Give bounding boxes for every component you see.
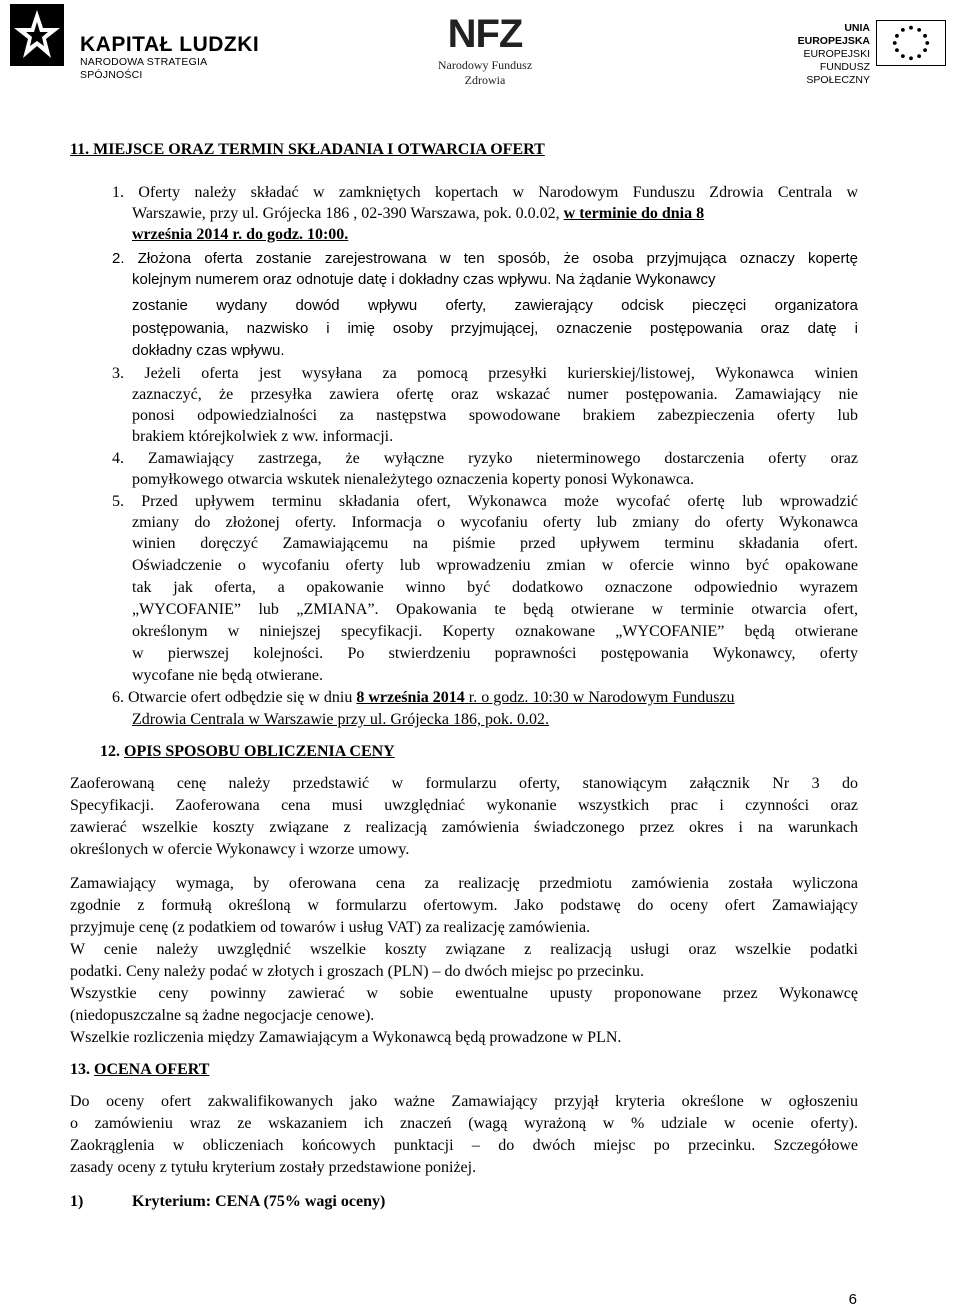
eu-line3: FUNDUSZ SPOŁECZNY (806, 61, 870, 86)
s13-p-l4: zasady oceny z tytułu kryterium zostały przedstawione poniżej. (70, 1159, 477, 1176)
eu-line2: EUROPEJSKI (803, 48, 870, 60)
s12-pb-l6: Wszystkie ceny powinny zawierać w sobie ewentualne upusty proponowane przez Wykonawcę (70, 985, 858, 1002)
s11-p5-l4: Oświadczenie o wycofaniu oferty lub wprowadzeniu zmian w ofercie winno być opakowane (132, 557, 858, 574)
s11-p6-l1 (112, 687, 735, 708)
section-11-heading: 11. MIEJSCE ORAZ TERMIN SKŁADANIA I OTWARCIA OFERT (70, 141, 545, 158)
s13-p-l1: Do oceny ofert zakwalifikowanych jako ważne Zamawiający przyjął kryteria określone w ogłoszeniu (70, 1093, 858, 1110)
s11-p5-l1: 5. Przed upływem terminu składania ofert, Wykonawca może wycofać ofertę lub wprowadzić (112, 493, 858, 510)
s11-p1-l2 (132, 203, 704, 224)
s11-p6-l2: Zdrowia Centrala w Warszawie przy ul. Grójecka 186, pok. 0.02. (132, 711, 549, 728)
s12-pb-l4: W cenie należy uwzględnić wszelkie koszty związane z realizacją usługi oraz wszelkie podatki (70, 941, 858, 958)
s11-p5-l8: w pierwszej kolejności. Po stwierdzeniu poprawności postępowania Wykonawcy, oferty (132, 645, 858, 662)
s12-pb-l3: przyjmuje cenę (z podatkiem od towarów i usług VAT) za realizację zamówienia. (70, 919, 591, 936)
s12-pb-l2: zgodnie z formułą określoną w formularzu ofertowym. Jako podstawę do oceny ofert Zamawiający (70, 897, 858, 914)
s12-pb-l5: podatki. Ceny należy podać w złotych i groszach (PLN) – do dwóch miejsc po przecinku. (70, 963, 645, 980)
s11-p1-deadline-a: w terminie do dnia 8 (563, 205, 705, 222)
s12-pa-l4: określonych w ofercie Wykonawcy i wzorze umowy. (70, 841, 410, 858)
kapital-ludzki-subtitle: NARODOWA STRATEGIA SPÓJNOŚCI (80, 56, 207, 81)
s12-pa-l1: Zaoferowaną cenę należy przedstawić w formularzu oferty, stanowiącym załącznik Nr 3 do (70, 775, 858, 792)
s11-p4-l1: 4. Zamawiający zastrzega, że wyłączne ryzyko nieterminowego dostarczenia oferty oraz (112, 450, 858, 467)
s11-p2-l2b: Na żądanie Wykonawcy (551, 271, 716, 288)
s12-pa-l2: Specyfikacji. Zaoferowana cena musi uwzględniać wykonanie wszystkich prac i czynności oraz (70, 797, 858, 814)
s11-p1-deadline-b: września 2014 r. do godz. 10:00. (132, 226, 349, 243)
section-13-number: 13. (70, 1061, 94, 1078)
s11-p5-l2: zmiany do złożonej oferty. Informacja o wycofaniu oferty lub zmiany do oferty Wykonawca (132, 514, 858, 531)
s11-p6-l1a: 6. Otwarcie ofert odbędzie się w dniu (112, 689, 357, 706)
criterion-title: Kryterium: CENA (75% wagi oceny) (132, 1193, 386, 1210)
kapital-ludzki-title: KAPITAŁ LUDZKI (80, 33, 260, 56)
s11-p5-l5: tak jak oferta, a opakowanie winno być dodatkowo oznaczone odpowiednio wyrazem (132, 579, 858, 596)
s11-p5-l7: określonym w niniejszej specyfikacji. Koperty oznakowane „WYCOFANIE” będą otwierane (132, 623, 858, 640)
nfz-subtitle: Narodowy Fundusz Zdrowia (437, 58, 533, 87)
s13-p-l2: o zamówieniu wraz ze wskazaniem ich znaczeń (wagą wyrażoną w % udziale w ocenie oferty). (70, 1115, 858, 1132)
s11-p6-date: 8 września 2014 (356, 689, 465, 706)
section-12-number: 12. (100, 743, 124, 760)
s11-p1-l2a: Warszawie, przy ul. Grójecka 186 , 02-390 Warszawa, pok. 0.0.02, (132, 205, 564, 222)
s11-p3-l4: brakiem którejkolwiek z ww. informacji. (132, 428, 394, 445)
criterion-number: 1) (70, 1193, 84, 1210)
s13-p-l3: Zaokrąglenia w obliczeniach końcowych punktacji – do dwóch miejsc po przecinku. Szczegółowe (70, 1137, 858, 1154)
s11-p2-l1: 2. Złożona oferta zostanie zarejestrowana w ten sposób, że osoba przyjmująca oznaczy kopertę (112, 250, 858, 267)
s11-p3-l2: zaznaczyć, że przesyłka zawiera ofertę oraz wskazać numer postępowania. Zamawiający nie (132, 386, 858, 403)
s11-p1-l1: 1. Oferty należy składać w zamkniętych kopertach w Narodowym Funduszu Zdrowia Centrala w (112, 184, 858, 201)
section-12-title: OPIS SPOSOBU OBLICZENIA CENY (124, 743, 395, 760)
s11-p3-l3: ponosi odpowiedzialności za następstwa spowodowane brakiem zabezpieczenia oferty lub (132, 407, 858, 424)
page-number: 6 (848, 1291, 857, 1308)
s12-pb-l1: Zamawiający wymaga, by oferowana cena za realizację przedmiotu zamówienia została wyliczona (70, 875, 858, 892)
s11-p5-l6: „WYCOFANIE” lub „ZMIANA”. Opakowania te będą otwierane w terminie otwarcia ofert, (132, 601, 858, 618)
s11-p3-l1: 3. Jeżeli oferta jest wysyłana za pomocą przesyłki kurierskiej/listowej, Wykonawca winien (112, 365, 858, 382)
s11-p2-l2 (132, 269, 716, 290)
s11-p4-l2: pomyłkowego otwarcia wskutek nienależytego oznaczenia koperty ponosi Wykonawca. (132, 471, 695, 488)
section-13-heading (70, 1059, 209, 1080)
section-12-heading (100, 741, 395, 762)
s11-p5-l3: winien doręczyć Zamawiającemu na piśmie przed upływem terminu składania ofert. (132, 535, 858, 552)
s11-p6-l1c: r. o godz. 10:30 w Narodowym Funduszu (464, 689, 735, 706)
s11-p2-l4: postępowania, nazwisko i imię osoby przyjmującej, oznaczenie postępowania oraz datę i (132, 320, 858, 337)
eu-line1: UNIA EUROPEJSKA (797, 22, 870, 47)
section-13-title: OCENA OFERT (94, 1061, 210, 1078)
s11-p2-l2a: kolejnym numerem oraz odnotuje datę i dokładny czas wpływu. (132, 271, 552, 288)
s11-p5-l9: wycofane nie będą otwierane. (132, 667, 324, 684)
s11-p2-l5: dokładny czas wpływu. (132, 342, 285, 359)
s12-pb-l7: (niedopuszczalne są żadne negocjacje cenowe). (70, 1007, 375, 1024)
nfz-mark: NFZ (447, 12, 523, 56)
s12-pb-l8: Wszelkie rozliczenia między Zamawiającym a Wykonawcą będą prowadzone w PLN. (70, 1029, 622, 1046)
s12-pa-l3: zawierać wszelkie koszty związane z realizacją zamówienia świadczonego przez okres i na warunkach (70, 819, 858, 836)
s11-p2-l3: zostanie wydany dowód wpływu oferty, zawierający odcisk pieczęci organizatora (132, 297, 858, 314)
